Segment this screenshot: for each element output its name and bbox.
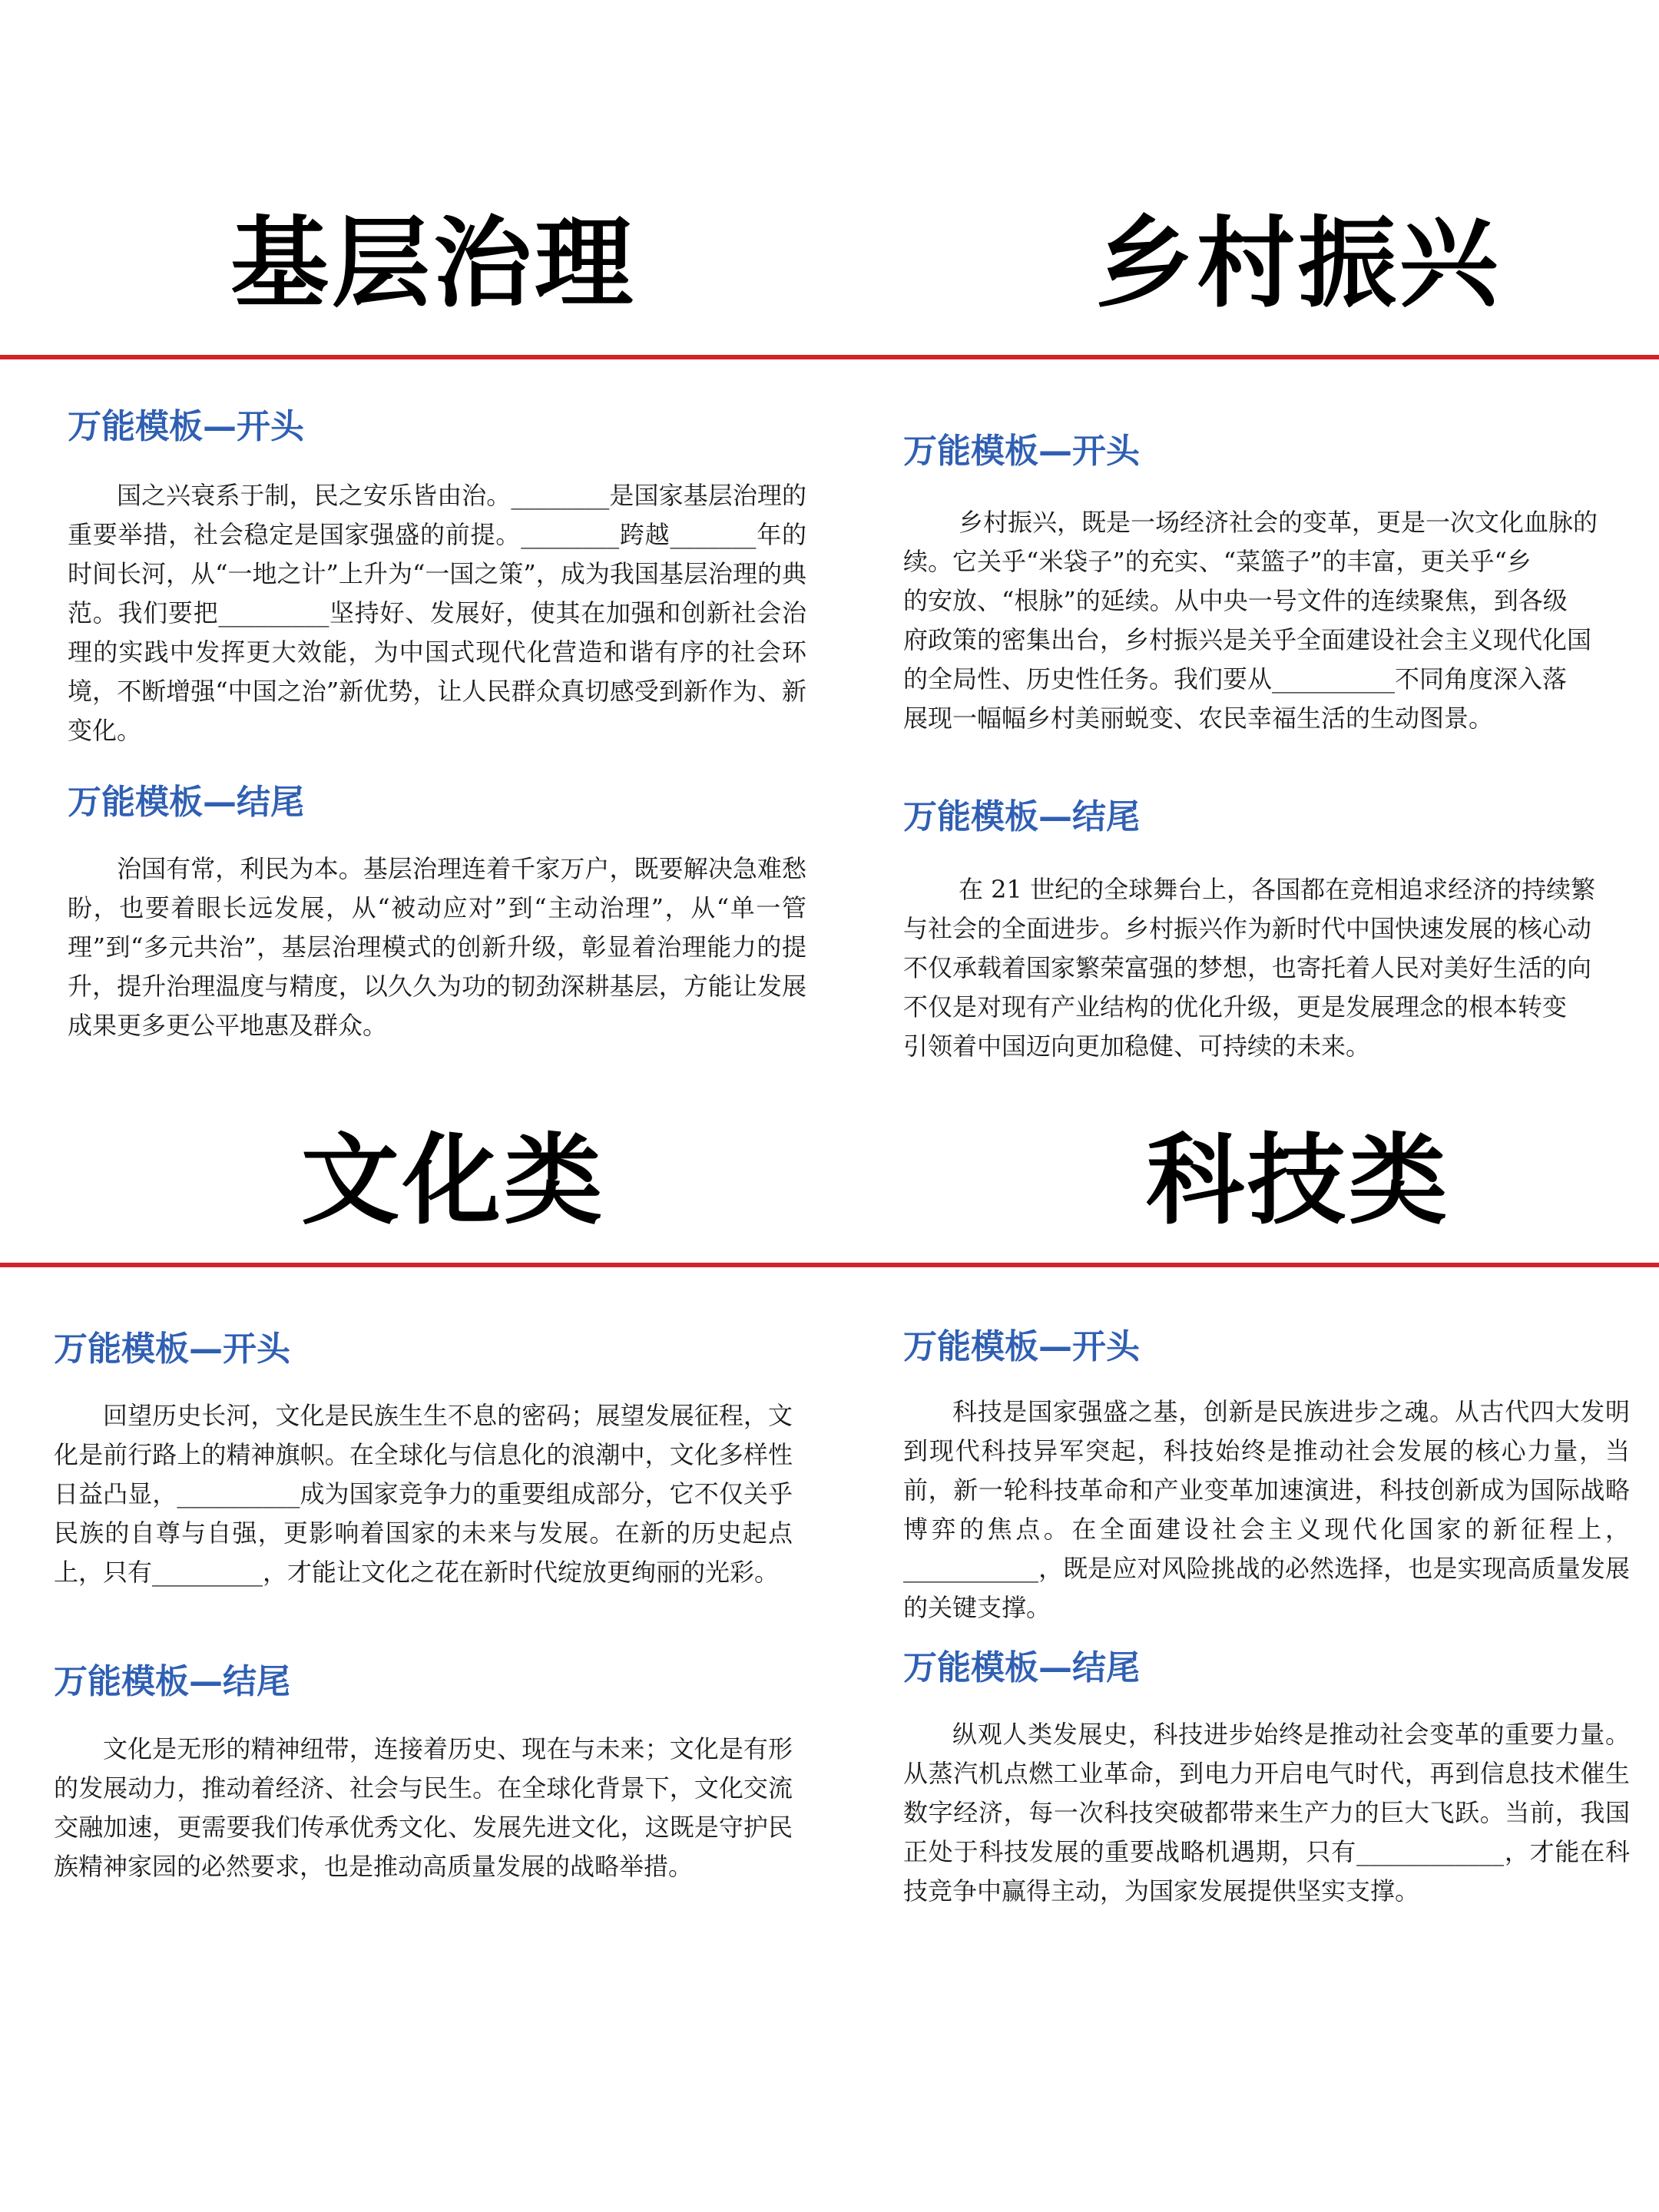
closing-text-grassroots: 治国有常，利民为本。基层治理连着千家万户，既要解决急难愁盼，也要着眼长远发展，从“被动应对”到“主动治理”，从“单一管理”到“多元共治”，基层治理模式的创新升级，彰显着治理能力的提升，提升治理温度与精度，以久久为功的韧劲深耕基层，方能让发展成果更多更公平地惠及群众。 <box>68 854 806 1040</box>
opening-line-rural: 的安放、“根脉”的延续。从中央一号文件的连续聚焦，到各级 <box>903 586 1568 615</box>
title-divider-right <box>837 355 1659 359</box>
closing-line-rural: 不仅是对现有产业结构的优化升级，更是发展理念的根本转变 <box>903 992 1568 1022</box>
section-title-technology: 科技类 <box>1145 1124 1450 1238</box>
opening-line-rural: 乡村振兴，既是一场经济社会的变革，更是一次文化血脉的 <box>959 508 1598 537</box>
opening-text-grassroots: 国之兴衰系于制，民之安乐皆由治。________是国家基层治理的重要举措，社会稳定是国家强盛的前提。________跨越_______年的时间长河，从“一地之计”上升为“一国之策”，成为我国基层治理的典范。我们要把_________坚持好、发展好，使其在加强和创新社会治理的实践中发挥更大效能，为中国式现代化营造和谐有序的社会环境，不断增强“中国之治”新优势，让人民群众真切感受到新作为、新变化。 <box>68 481 806 745</box>
opening-text-culture: 回望历史长河，文化是民族生生不息的密码；展望发展征程，文化是前行路上的精神旗帜。在全球化与信息化的浪潮中，文化多样性日益凸显，__________成为国家竞争力的重要组成部分，它不仅关乎民族的自尊与自强，更影响着国家的未来与发展。在新的历史起点上，只有_________，才能让文化之花在新时代绽放更绚丽的光彩。 <box>54 1401 793 1587</box>
section-title-grassroots: 基层治理 <box>230 207 637 321</box>
opening-line-rural: 续。它关乎“米袋子”的充实、“菜篮子”的丰富，更关乎“乡 <box>903 547 1532 576</box>
opening-line-rural: 府政策的密集出台，乡村振兴是关乎全面建设社会主义现代化国 <box>903 625 1592 654</box>
closing-line-rural: 在 21 世纪的全球舞台上，各国都在竞相追求经济的持续繁 <box>959 875 1596 904</box>
closing-text-technology: 纵观人类发展史，科技进步始终是推动社会变革的重要力量。从蒸汽机点燃工业革命，到电力开启电气时代，再到信息技术催生数字经济，每一次科技突破都带来生产力的巨大飞跃。当前，我国正处于科技发展的重要战略机遇期，只有____________，才能在科技竞争中赢得主动，为国家发展提供坚实支撑。 <box>903 1720 1630 1906</box>
opening-heading-technology: 万能模板—开头 <box>903 1327 1140 1366</box>
closing-text-culture: 文化是无形的精神纽带，连接着历史、现在与未来；文化是有形的发展动力，推动着经济、社会与民生。在全球化背景下，文化交流交融加速，更需要我们传承优秀文化、发展先进文化，这既是守护民族精神家园的必然要求，也是推动高质量发展的战略举措。 <box>54 1734 793 1881</box>
section-title-rural: 乡村振兴 <box>1094 207 1501 321</box>
title-divider-left <box>0 355 837 359</box>
opening-text-rural <box>903 503 1659 753</box>
opening-heading-rural: 万能模板—开头 <box>903 432 1140 471</box>
closing-line-rural: 引领着中国迈向更加稳健、可持续的未来。 <box>903 1031 1371 1061</box>
opening-text-technology: 科技是国家强盛之基，创新是民族进步之魂。从古代四大发明到现代科技异军突起，科技始终是推动社会发展的核心力量，当前，新一轮科技革命和产业变革加速演进，科技创新成为国际战略博弈的焦点。在全面建设社会主义现代化国家的新征程上，___________，既是应对风险挑战的必然选择，也是实现高质量发展的关键支撑。 <box>903 1397 1630 1622</box>
opening-line-rural: 展现一幅幅乡村美丽蜕变、农民幸福生活的生动图景。 <box>903 704 1494 733</box>
opening-heading-grassroots: 万能模板—开头 <box>68 407 304 446</box>
closing-line-rural: 不仅承载着国家繁荣富强的梦想，也寄托着人民对美好生活的向 <box>903 953 1592 982</box>
opening-line-rural: 的全局性、历史性任务。我们要从__________不同角度深入落 <box>903 664 1568 694</box>
closing-heading-rural: 万能模板—结尾 <box>903 797 1140 836</box>
section-title-culture: 文化类 <box>300 1124 605 1238</box>
closing-text-rural <box>903 870 1659 1085</box>
closing-line-rural: 与社会的全面进步。乡村振兴作为新时代中国快速发展的核心动 <box>903 914 1592 943</box>
opening-heading-culture: 万能模板—开头 <box>54 1330 290 1369</box>
title-divider-right-bottom <box>837 1263 1659 1267</box>
closing-heading-technology: 万能模板—结尾 <box>903 1648 1140 1687</box>
closing-heading-culture: 万能模板—结尾 <box>54 1662 290 1701</box>
title-divider-left-bottom <box>0 1263 837 1267</box>
closing-heading-grassroots: 万能模板—结尾 <box>68 783 304 822</box>
